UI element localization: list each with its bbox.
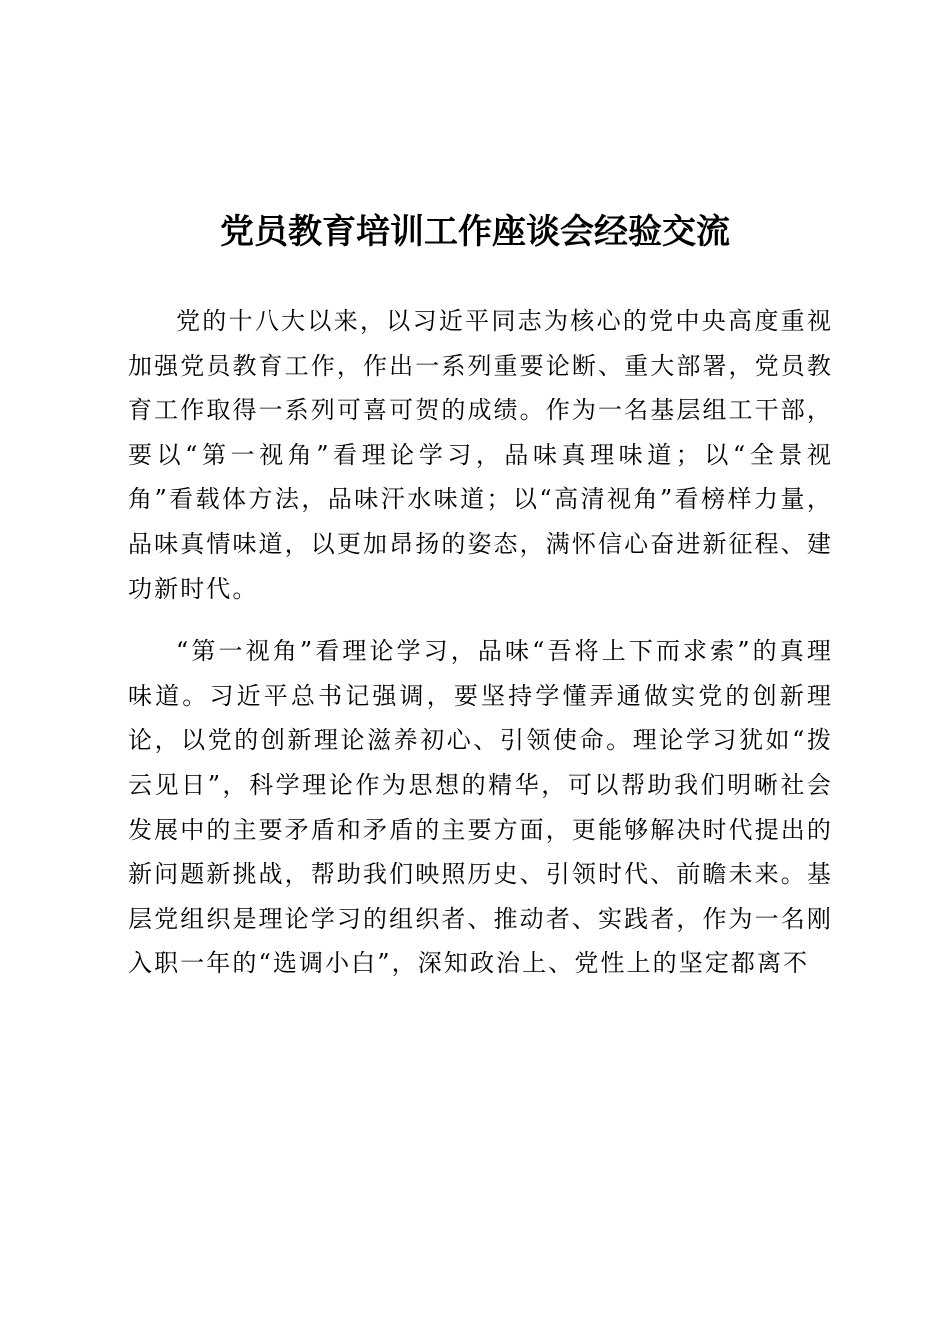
paragraph-intro: 党的十八大以来，以习近平同志为核心的党中央高度重视加强党员教育工作，作出一系列重要论断、重大部署，党员教育工作取得一系列可喜可贺的成绩。作为一名基层组工干部，要以“第一视角”看理论学习，品味真理味道；以“全景视角”看载体方法，品味汗水味道；以“高清视角”看榜样力量，品味真情味道，以更加昂扬的姿态，满怀信心奋进新征程、建功新时代。 [128, 307, 833, 603]
paragraph-theory-study: “第一视角”看理论学习，品味“吾将上下而求索”的真理味道。习近平总书记强调，要坚持学懂弄通做实党的创新理论，以党的创新理论滋养初心、引领使命。理论学习犹如“拨云见日”，科学理论作为思想的精华，可以帮助我们明晰社会发展中的主要矛盾和矛盾的主要方面，更能够解决时代提出的新问题新挑战，帮助我们映照历史、引领时代、前瞻未来。基层党组织是理论学习的组织者、推动者、实践者，作为一名刚入职一年的“选调小白”，深知政治上、党性上的坚定都离不 [128, 637, 833, 978]
document-body [128, 299, 833, 1075]
document-title: 党员教育培训工作座谈会经验交流 [220, 212, 730, 252]
